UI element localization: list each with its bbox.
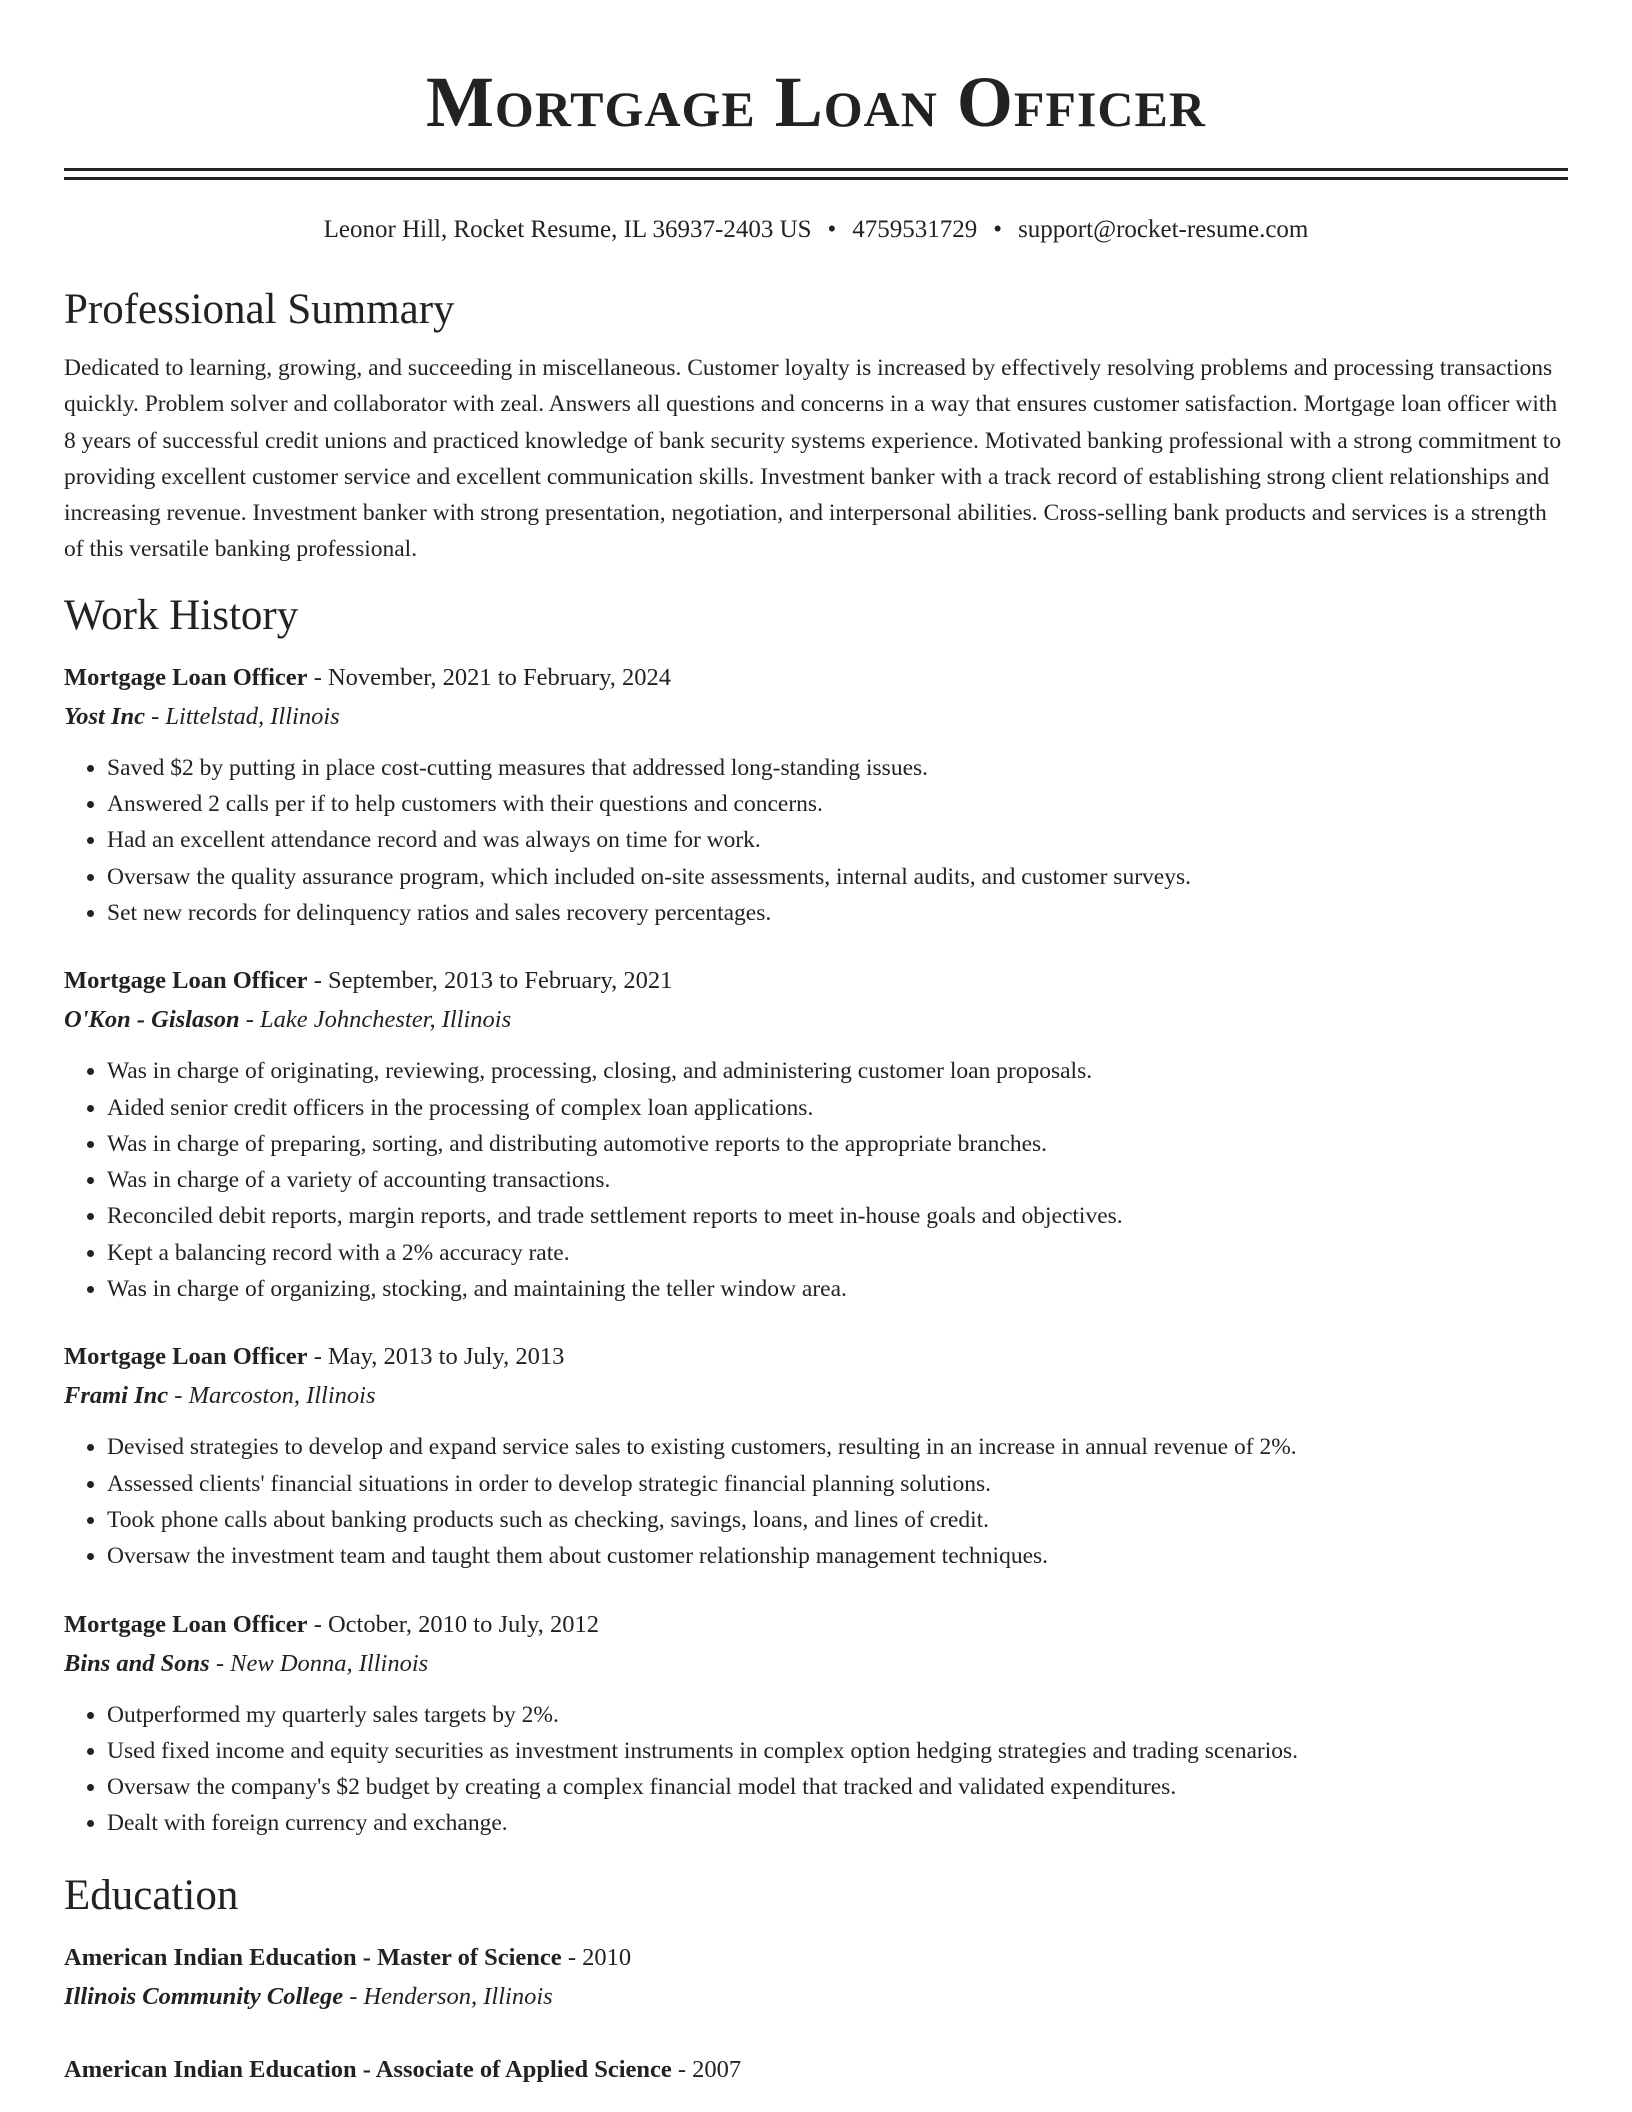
education-school-line: [64, 1977, 1568, 2016]
job-bullet: • Used fixed income and equity securities as investment instruments in complex option hedging strategies and trading scenarios.: [107, 1733, 1568, 1769]
professional-summary-text: Dedicated to learning, growing, and succeeding in miscellaneous. Customer loyalty is increased by effectively resolving problems and processing transactions quickly. Problem solver and collaborator with zeal. Answers all questions and concerns in a way that ensures customer satisfaction. Mortgage loan officer with 8 years of successful credit unions and practiced knowledge of bank security systems experience. Motivated banking professional with a strong commitment to providing excellent customer service and excellent communication skills. Investment banker with a track record of establishing strong client relationships and increasing revenue. Investment banker with strong presentation, negotiation, and interpersonal abilities. Cross-selling bank products and services is a strength of this versatile banking professional.: [64, 355, 1562, 563]
job-company-line: [64, 1000, 1568, 1039]
job-bullet-list: [64, 1697, 1568, 1842]
job-company: Bins and Sons: [64, 1649, 210, 1677]
job-bullet: • Dealt with foreign currency and exchange.: [107, 1805, 1568, 1841]
job-bullet: • Saved $2 by putting in place cost-cutting measures that addressed long-standing issues.: [107, 750, 1568, 786]
job-company-line: [64, 697, 1568, 736]
job-entry: [64, 1337, 1568, 1574]
job-bullet: • Assessed clients' financial situations in order to develop strategic financial planning solutions.: [107, 1466, 1568, 1502]
education-degree-line: [64, 2050, 1568, 2089]
job-bullet: • Answered 2 calls per if to help customers with their questions and concerns.: [107, 786, 1568, 822]
contact-separator: •: [827, 216, 837, 243]
job-bullet: • Oversaw the investment team and taught them about customer relationship management techniques.: [107, 1538, 1568, 1574]
job-bullet: • Oversaw the quality assurance program, which included on-site assessments, internal audits, and customer surveys.: [107, 859, 1568, 895]
contact-phone: 4759531729: [852, 216, 978, 243]
job-title: Mortgage Loan Officer: [64, 1610, 308, 1638]
job-location: - New Donna, Illinois: [209, 1649, 429, 1677]
job-bullet: • Was in charge of preparing, sorting, and distributing automotive reports to the appropriate branches.: [107, 1126, 1568, 1162]
job-bullet: • Aided senior credit officers in the processing of complex loan applications.: [107, 1090, 1568, 1126]
job-bullet: • Devised strategies to develop and expand service sales to existing customers, resulting in an increase in annual revenue of 2%.: [107, 1429, 1568, 1465]
job-bullet-list: [64, 1053, 1568, 1307]
resume-name-title: Mortgage Loan Officer: [425, 62, 1207, 142]
job-bullet: • Oversaw the company's $2 budget by creating a complex financial model that tracked and validated expenditures.: [107, 1769, 1568, 1805]
job-title: Mortgage Loan Officer: [64, 1343, 308, 1371]
education-year: - 2007: [671, 2055, 742, 2083]
job-bullet: • Had an excellent attendance record and was always on time for work.: [107, 822, 1568, 858]
job-location: - Lake Johnchester, Illinois: [239, 1006, 512, 1034]
contact-address: Leonor Hill, Rocket Resume, IL 36937-2403 US: [323, 216, 812, 243]
education-degree: American Indian Education - Master of Science: [64, 1943, 562, 1971]
education-year: - 2010: [561, 1943, 632, 1971]
job-title: Mortgage Loan Officer: [64, 663, 308, 691]
work-history-heading: Work History: [64, 591, 299, 639]
contact-separator: •: [993, 216, 1003, 243]
job-location: - Littelstad, Illinois: [145, 702, 340, 730]
job-dates: - May, 2013 to July, 2013: [307, 1343, 565, 1371]
job-bullet: • Outperformed my quarterly sales targets by 2%.: [107, 1697, 1568, 1733]
job-company: Frami Inc: [64, 1382, 169, 1410]
job-bullet: • Was in charge of organizing, stocking, and maintaining the teller window area.: [107, 1271, 1568, 1307]
job-title-line: [64, 1337, 1568, 1376]
education-heading: Education: [64, 1871, 239, 1919]
education-degree: American Indian Education - Associate of Applied Science: [64, 2055, 672, 2083]
job-entry: [64, 961, 1568, 1307]
job-bullet: • Kept a balancing record with a 2% accuracy rate.: [107, 1235, 1568, 1271]
job-company-line: [64, 1644, 1568, 1683]
job-bullet: • Was in charge of a variety of accounting transactions.: [107, 1162, 1568, 1198]
job-dates: - November, 2021 to February, 2024: [307, 663, 672, 691]
job-title-line: [64, 961, 1568, 1000]
job-location: - Marcoston, Illinois: [168, 1382, 376, 1410]
education-location: - Henderson, Illinois: [343, 1982, 553, 2010]
contact-email: support@rocket-resume.com: [1018, 216, 1309, 243]
job-bullet: • Was in charge of originating, reviewing, processing, closing, and administering customer loan proposals.: [107, 1053, 1568, 1089]
education-entry: [64, 1938, 1568, 2016]
job-title-line: [64, 1605, 1568, 1644]
education-degree-line: [64, 1938, 1568, 1977]
job-title-line: [64, 658, 1568, 697]
resume-page: [64, 0, 1568, 2089]
contact-line: [64, 214, 1568, 246]
job-bullet: • Reconciled debit reports, margin reports, and trade settlement reports to meet in-house goals and objectives.: [107, 1198, 1568, 1234]
job-entry: [64, 1605, 1568, 1842]
education-school: Illinois Community College: [64, 1982, 344, 2010]
job-bullet-list: [64, 1429, 1568, 1574]
job-title: Mortgage Loan Officer: [64, 967, 308, 995]
job-bullet: • Set new records for delinquency ratios and sales recovery percentages.: [107, 895, 1568, 931]
education-entry: [64, 2050, 1568, 2089]
job-dates: - October, 2010 to July, 2012: [307, 1610, 599, 1638]
professional-summary-heading: Professional Summary: [64, 286, 455, 333]
job-dates: - September, 2013 to February, 2021: [307, 967, 673, 995]
header-double-rule: [64, 168, 1568, 180]
job-bullet-list: [64, 750, 1568, 931]
job-bullet: • Took phone calls about banking products such as checking, savings, loans, and lines of credit.: [107, 1502, 1568, 1538]
job-company: Yost Inc: [64, 702, 146, 730]
job-company-line: [64, 1376, 1568, 1415]
job-entry: [64, 658, 1568, 931]
job-company: O'Kon - Gislason: [64, 1006, 240, 1034]
